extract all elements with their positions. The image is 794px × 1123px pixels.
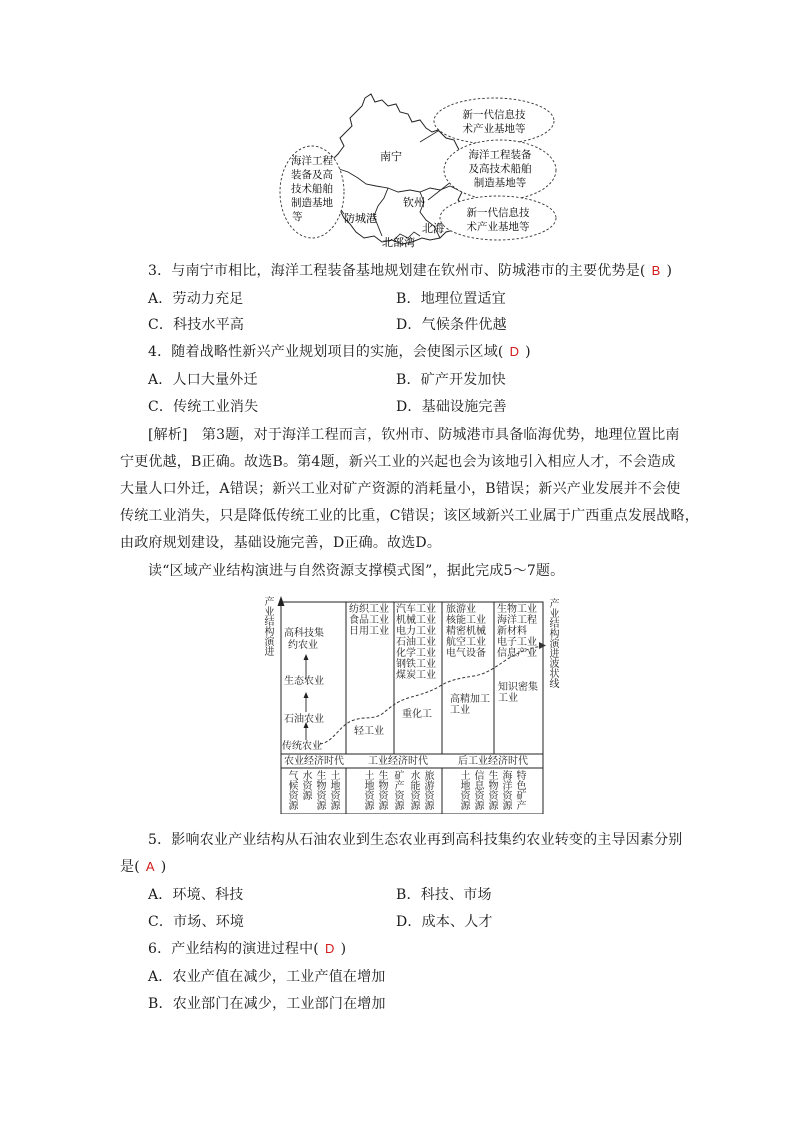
label-fangchenggang: 防城港 xyxy=(344,212,377,225)
precision-industry-label xyxy=(450,694,490,716)
q4-option-a: A．人口大量外迁 xyxy=(148,372,258,388)
q3-option-c: C．科技水平高 xyxy=(148,317,245,333)
q3-close: ) xyxy=(666,263,673,279)
resource-water: 水资源 xyxy=(300,770,311,800)
analysis-line-4: 传统工业消失，只是降低传统工业的比重，C错误；该区域新兴工业属于广西重点发展战略， xyxy=(120,508,699,524)
light-industry-list xyxy=(349,604,389,637)
light-industry-label: 轻工业 xyxy=(354,726,384,737)
left-axis-label: 产业结构演进 xyxy=(262,596,273,656)
bubble-left-l4: 制造基地 xyxy=(291,197,333,209)
agri-item-high-tech-1: 高科技集 xyxy=(284,628,324,639)
precision-item-2: 核能工业 xyxy=(446,615,486,626)
guangxi-region-map xyxy=(270,92,560,250)
precision-item-1: 旅游业 xyxy=(446,604,476,615)
precision-industry-list xyxy=(446,604,486,659)
bubble-left-l2: 装备及高 xyxy=(291,169,333,181)
knowledge-item-4: 电子工业 xyxy=(497,637,537,648)
agri-item-eco: 生态农业 xyxy=(284,676,324,687)
q6-option-a: A．农业产值在减少，工业产值在增加 xyxy=(148,969,386,985)
heavy-item-3: 电力工业 xyxy=(396,626,436,637)
industry-structure-diagram xyxy=(262,594,574,814)
knowledge-label-2: 工业 xyxy=(498,693,518,704)
label-beibuwan: 北部湾 xyxy=(382,236,415,249)
resource-climate: 气候资源 xyxy=(286,770,297,810)
resource-information: 信息资源 xyxy=(472,770,483,810)
resource-land-2: 土地资源 xyxy=(362,770,373,810)
q6-stem: 6．产业结构的演进过程中( xyxy=(148,941,319,957)
resource-mineral: 矿产资源 xyxy=(392,770,403,810)
resource-ocean: 海洋资源 xyxy=(500,770,511,810)
knowledge-item-2: 海洋工程 xyxy=(497,615,537,626)
analysis-line-1: [解析] 第3题，对于海洋工程而言，钦州市、防城港市具备临海优势，地理位置比南 xyxy=(148,427,680,443)
q6-answer: D xyxy=(324,941,335,956)
bubble-mid-right-l3: 制造基地等 xyxy=(473,177,527,189)
q4-option-c: C．传统工业消失 xyxy=(148,399,259,415)
question-4 xyxy=(148,343,531,361)
agri-item-high-tech-2: 约农业 xyxy=(288,640,318,651)
question-5-line-1: 5．影响农业产业结构从石油农业到生态农业再到高科技集约农业转变的主导因素分别 xyxy=(148,832,683,848)
agri-item-petroleum: 石油农业 xyxy=(284,714,324,725)
bubble-top-right-l1: 新一代信息技 xyxy=(462,109,526,121)
q3-option-b: B．地理位置适宜 xyxy=(396,291,506,307)
resource-bio-1: 生物资源 xyxy=(314,770,325,810)
analysis-line-5: 由政府规划建设，基础设施完善，D正确。故选D。 xyxy=(120,535,442,551)
bubble-top-right-l2: 术产业基地等 xyxy=(462,123,526,135)
heavy-item-5: 化学工业 xyxy=(396,648,436,659)
question-3 xyxy=(148,262,672,280)
heavy-item-1: 汽车工业 xyxy=(396,604,436,615)
q4-stem: 4．随着战略性新兴产业规划项目的实施，会使图示区域( xyxy=(148,344,504,360)
bubble-left-l3: 技术船舶 xyxy=(291,183,333,195)
precision-item-5: 电气设备 xyxy=(446,648,486,659)
knowledge-item-1: 生物工业 xyxy=(497,604,537,615)
q5-option-c: C．市场、环境 xyxy=(148,914,245,930)
precision-label-2: 工业 xyxy=(450,705,470,716)
q6-close: ) xyxy=(340,941,347,957)
resource-bio-2: 生物资源 xyxy=(376,770,387,810)
era-agricultural: 农业经济时代 xyxy=(284,756,344,767)
heavy-item-6: 钢铁工业 xyxy=(396,659,436,670)
q3-answer: B xyxy=(651,263,661,278)
agri-item-traditional: 传统农业 xyxy=(282,741,322,752)
q6-option-b: B．农业部门在减少，工业部门在增加 xyxy=(148,996,386,1012)
heavy-industry-list xyxy=(396,604,436,681)
q5-option-d: D．成本、人才 xyxy=(396,914,493,930)
q5-stem-2: 是( xyxy=(120,859,140,875)
era-industrial: 工业经济时代 xyxy=(368,756,428,767)
bubble-bottom-right-l1: 新一代信息技 xyxy=(466,207,530,219)
light-item-2: 食品工业 xyxy=(349,615,389,626)
label-beihai: 北海 xyxy=(422,222,444,235)
knowledge-label-1: 知识密集 xyxy=(498,682,538,693)
q5-option-a: A．环境、科技 xyxy=(148,887,244,903)
analysis-line-2: 宁更优越，B正确。故选B。第4题，新兴工业的兴起也会为该地引入相应人才，不会造成 xyxy=(120,454,676,470)
knowledge-industry-label xyxy=(498,682,538,704)
resource-bio-3: 生物资源 xyxy=(486,770,497,810)
resource-hydro: 水能资源 xyxy=(408,770,419,810)
label-nanning: 南宁 xyxy=(380,150,402,163)
precision-item-4: 航空工业 xyxy=(446,637,486,648)
light-item-1: 纺织工业 xyxy=(349,604,389,615)
question-5-line-2 xyxy=(120,858,166,876)
label-qinzhou: 钦州 xyxy=(403,196,425,209)
q3-option-d: D．气候条件优越 xyxy=(396,317,507,333)
resource-special-mineral: 特色矿产 xyxy=(514,770,525,810)
bubble-bottom-right-l2: 术产业基地等 xyxy=(466,221,530,233)
bubble-left-l5: 等 xyxy=(292,211,303,223)
q4-option-b: B．矿产开发加快 xyxy=(396,372,506,388)
right-axis-label: 产业结构演进波状线 xyxy=(547,598,558,688)
heavy-item-2: 机械工业 xyxy=(396,615,436,626)
bubble-left-l1: 海洋工程 xyxy=(291,155,333,167)
resource-tourism: 旅游资源 xyxy=(422,770,433,810)
heavy-item-7: 煤炭工业 xyxy=(396,670,436,681)
question-6 xyxy=(148,940,346,958)
q4-answer: D xyxy=(509,344,520,359)
precision-item-3: 精密机械 xyxy=(446,626,486,637)
bubble-mid-right-l1: 海洋工程装备 xyxy=(468,149,532,161)
light-item-3: 日用工业 xyxy=(349,626,389,637)
q3-stem: 3．与南宁市相比，海洋工程装备基地规划建在钦州市、防城港市的主要优势是( xyxy=(148,263,646,279)
precision-label-1: 高精加工 xyxy=(450,694,490,705)
knowledge-industry-list xyxy=(497,604,537,659)
heavy-item-4: 石油工业 xyxy=(396,637,436,648)
bubble-top-right xyxy=(434,98,554,144)
q5-close: ) xyxy=(160,859,167,875)
q4-close: ) xyxy=(525,344,531,360)
knowledge-item-5: 信息产业 xyxy=(497,648,537,659)
q4-option-d: D．基础设施完善 xyxy=(396,399,507,415)
q5-option-b: B．科技、市场 xyxy=(396,887,492,903)
era-post-industrial: 后工业经济时代 xyxy=(458,756,528,767)
heavy-industry-label: 重化工 xyxy=(402,709,432,720)
knowledge-item-3: 新材料 xyxy=(497,626,527,637)
q3-option-a: A．劳动力充足 xyxy=(148,291,244,307)
analysis-line-3: 大量人口外迁，A错误；新兴工业对矿产资源的消耗量小，B错误；新兴产业发展并不会使 xyxy=(120,481,681,497)
diagram-intro: 读“区域产业结构演进与自然资源支撑模式图”，据此完成5～7题。 xyxy=(148,563,565,579)
resource-land-1: 土地资源 xyxy=(328,770,339,810)
resource-land-3: 土地资源 xyxy=(458,770,469,810)
bubble-mid-right-l2: 及高技术船舶 xyxy=(468,163,532,175)
q5-answer: A xyxy=(145,859,155,874)
